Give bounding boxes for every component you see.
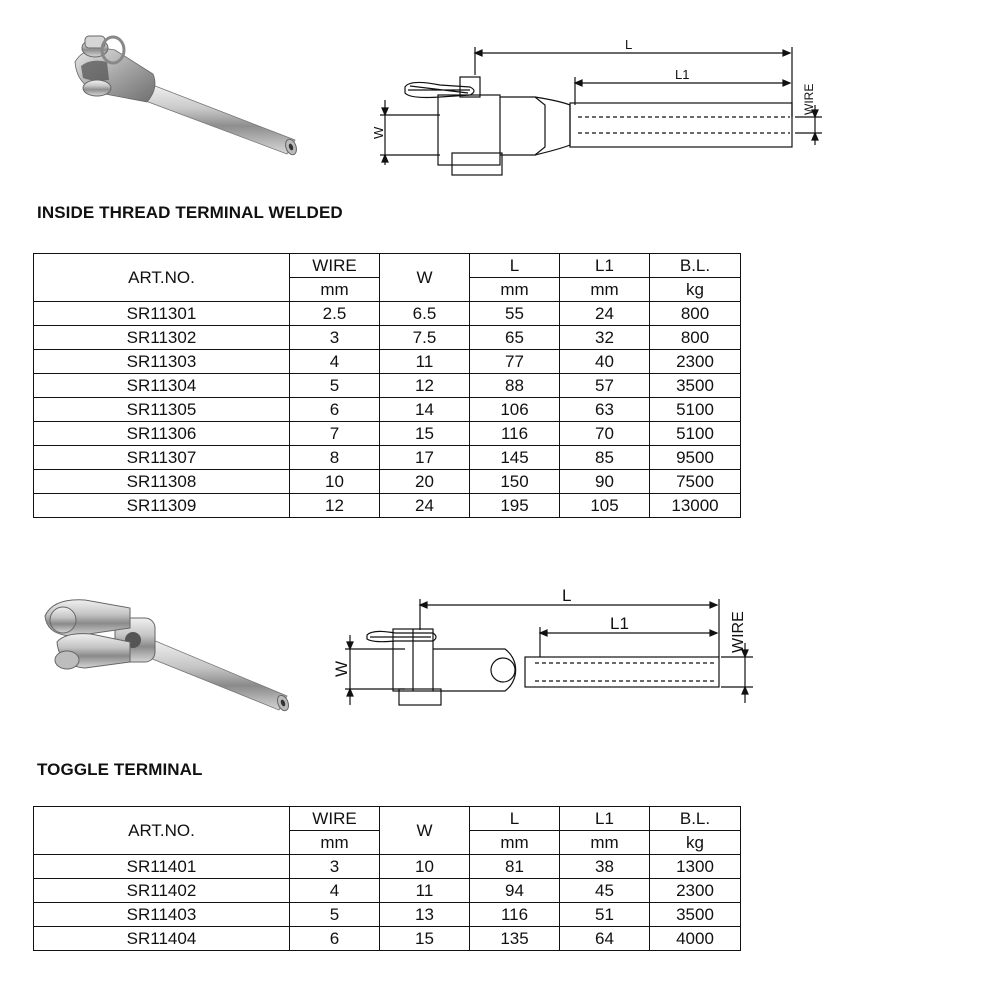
unit-l: mm <box>470 831 560 855</box>
header-w: W <box>380 254 470 302</box>
art-no-cell: SR11304 <box>34 374 290 398</box>
l-cell: 150 <box>470 470 560 494</box>
l-cell: 81 <box>470 855 560 879</box>
wire-cell: 5 <box>290 374 380 398</box>
l1-cell: 70 <box>560 422 650 446</box>
unit-bl: kg <box>650 278 741 302</box>
table-row <box>34 470 741 494</box>
unit-wire: mm <box>290 278 380 302</box>
table-row <box>34 422 741 446</box>
wire-cell: 2.5 <box>290 302 380 326</box>
w-cell: 11 <box>380 350 470 374</box>
l-cell: 77 <box>470 350 560 374</box>
header-bl: B.L. <box>650 807 741 831</box>
bl-cell: 800 <box>650 302 741 326</box>
w-cell: 17 <box>380 446 470 470</box>
unit-l1: mm <box>560 278 650 302</box>
table-row <box>34 903 741 927</box>
wire-cell: 3 <box>290 326 380 350</box>
table-row <box>34 855 741 879</box>
header-l: L <box>470 254 560 278</box>
header-l: L <box>470 807 560 831</box>
w-cell: 7.5 <box>380 326 470 350</box>
welded-drawing-label-L: L <box>625 37 633 52</box>
l1-cell: 63 <box>560 398 650 422</box>
toggle-drawing-label-WIRE: WIRE <box>730 611 747 653</box>
bl-cell: 3500 <box>650 903 741 927</box>
wire-cell: 7 <box>290 422 380 446</box>
table-row <box>34 326 741 350</box>
wire-cell: 6 <box>290 927 380 951</box>
welded-section-title: INSIDE THREAD TERMINAL WELDED <box>37 203 343 222</box>
wire-cell: 12 <box>290 494 380 518</box>
art-no-cell: SR11303 <box>34 350 290 374</box>
l-cell: 195 <box>470 494 560 518</box>
unit-l1: mm <box>560 831 650 855</box>
toggle-terminal-photo <box>35 580 295 730</box>
w-cell: 6.5 <box>380 302 470 326</box>
header-w: W <box>380 807 470 855</box>
w-cell: 10 <box>380 855 470 879</box>
art-no-cell: SR11404 <box>34 927 290 951</box>
art-no-cell: SR11401 <box>34 855 290 879</box>
bl-cell: 2300 <box>650 350 741 374</box>
bl-cell: 800 <box>650 326 741 350</box>
wire-cell: 3 <box>290 855 380 879</box>
wire-cell: 6 <box>290 398 380 422</box>
l1-cell: 105 <box>560 494 650 518</box>
table-header-row <box>34 254 741 278</box>
toggle-section-title: TOGGLE TERMINAL <box>37 760 203 779</box>
table-row <box>34 302 741 326</box>
bl-cell: 5100 <box>650 398 741 422</box>
table-row <box>34 879 741 903</box>
l-cell: 88 <box>470 374 560 398</box>
bl-cell: 5100 <box>650 422 741 446</box>
header-wire: WIRE <box>290 807 380 831</box>
welded-terminal-drawing <box>370 35 830 185</box>
bl-cell: 1300 <box>650 855 741 879</box>
l1-cell: 38 <box>560 855 650 879</box>
art-no-cell: SR11308 <box>34 470 290 494</box>
wire-cell: 4 <box>290 879 380 903</box>
l-cell: 106 <box>470 398 560 422</box>
welded-drawing-label-W: W <box>371 126 386 139</box>
bl-cell: 13000 <box>650 494 741 518</box>
l1-cell: 32 <box>560 326 650 350</box>
w-cell: 13 <box>380 903 470 927</box>
art-no-cell: SR11307 <box>34 446 290 470</box>
l-cell: 116 <box>470 422 560 446</box>
table-row <box>34 446 741 470</box>
bl-cell: 4000 <box>650 927 741 951</box>
header-art-no: ART.NO. <box>34 254 290 302</box>
table-row <box>34 494 741 518</box>
l1-cell: 85 <box>560 446 650 470</box>
w-cell: 11 <box>380 879 470 903</box>
header-wire: WIRE <box>290 254 380 278</box>
l1-cell: 51 <box>560 903 650 927</box>
art-no-cell: SR11403 <box>34 903 290 927</box>
welded-spec-table <box>33 253 741 518</box>
toggle-spec-table <box>33 806 741 951</box>
table-row <box>34 374 741 398</box>
header-art-no: ART.NO. <box>34 807 290 855</box>
wire-cell: 10 <box>290 470 380 494</box>
bl-cell: 7500 <box>650 470 741 494</box>
l1-cell: 57 <box>560 374 650 398</box>
l-cell: 55 <box>470 302 560 326</box>
l1-cell: 90 <box>560 470 650 494</box>
welded-drawing-label-WIRE: WIRE <box>802 83 816 115</box>
l-cell: 135 <box>470 927 560 951</box>
header-l1: L1 <box>560 807 650 831</box>
l-cell: 145 <box>470 446 560 470</box>
toggle-table-body <box>34 855 741 951</box>
w-cell: 15 <box>380 422 470 446</box>
w-cell: 20 <box>380 470 470 494</box>
welded-terminal-photo <box>55 22 310 172</box>
l1-cell: 24 <box>560 302 650 326</box>
table-header-row <box>34 807 741 831</box>
l-cell: 65 <box>470 326 560 350</box>
bl-cell: 2300 <box>650 879 741 903</box>
art-no-cell: SR11302 <box>34 326 290 350</box>
wire-cell: 5 <box>290 903 380 927</box>
welded-drawing-label-L1: L1 <box>675 67 690 82</box>
art-no-cell: SR11305 <box>34 398 290 422</box>
table-row <box>34 398 741 422</box>
art-no-cell: SR11306 <box>34 422 290 446</box>
toggle-drawing-label-L: L <box>562 586 572 605</box>
l1-cell: 64 <box>560 927 650 951</box>
w-cell: 12 <box>380 374 470 398</box>
art-no-cell: SR11402 <box>34 879 290 903</box>
art-no-cell: SR11309 <box>34 494 290 518</box>
toggle-drawing-label-L1: L1 <box>610 614 629 633</box>
unit-l: mm <box>470 278 560 302</box>
header-l1: L1 <box>560 254 650 278</box>
w-cell: 15 <box>380 927 470 951</box>
bl-cell: 9500 <box>650 446 741 470</box>
art-no-cell: SR11301 <box>34 302 290 326</box>
table-row <box>34 350 741 374</box>
unit-bl: kg <box>650 831 741 855</box>
bl-cell: 3500 <box>650 374 741 398</box>
l1-cell: 45 <box>560 879 650 903</box>
header-bl: B.L. <box>650 254 741 278</box>
l-cell: 94 <box>470 879 560 903</box>
toggle-terminal-drawing <box>325 585 765 715</box>
wire-cell: 4 <box>290 350 380 374</box>
w-cell: 24 <box>380 494 470 518</box>
l-cell: 116 <box>470 903 560 927</box>
unit-wire: mm <box>290 831 380 855</box>
table-row <box>34 927 741 951</box>
w-cell: 14 <box>380 398 470 422</box>
welded-table-body <box>34 302 741 518</box>
wire-cell: 8 <box>290 446 380 470</box>
l1-cell: 40 <box>560 350 650 374</box>
toggle-drawing-label-W: W <box>332 660 351 677</box>
